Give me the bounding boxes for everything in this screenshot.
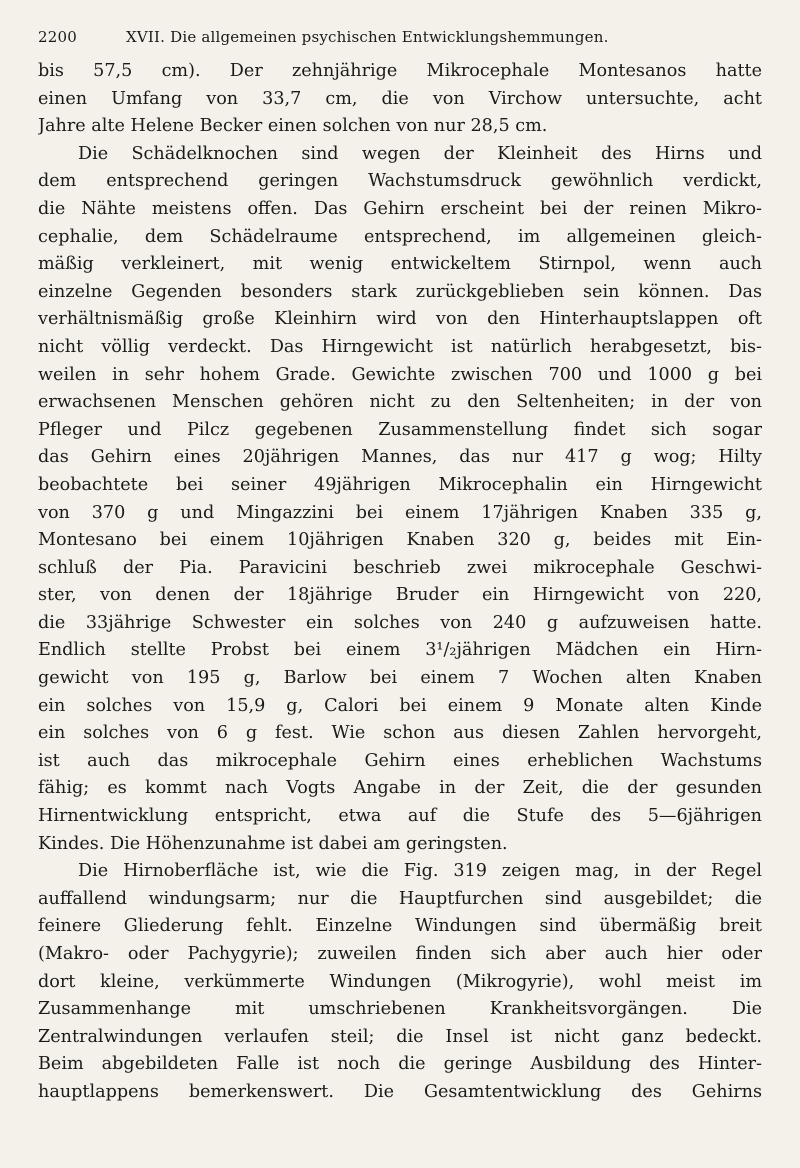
text-line: Die Hirnoberfläche ist, wie die Fig. 319 zeigen mag, in der Regel [78,861,762,882]
text-line: einen Umfang von 33,7 cm, die von Virchow untersuchte, acht [38,88,762,109]
text-line: Endlich stellte Probst bei einem 3¹/₂jährigen Mädchen ein Hirn- [38,640,762,661]
text-line: cephalie, dem Schädelraume entsprechend, im allgemeinen gleich- [38,226,762,247]
text-line: ein solches von 6 g fest. Wie schon aus diesen Zahlen hervorgeht, [38,723,762,744]
text-line: ein solches von 15,9 g, Calori bei einem 9 Monate alten Kinde [38,695,762,716]
text-line: die Nähte meistens offen. Das Gehirn erscheint bei der reinen Mikro- [38,198,762,219]
text-line: schluß der Pia. Paravicini beschrieb zwei mikrocephale Geschwi- [38,557,762,578]
text-line: Zentralwindungen verlaufen steil; die Insel ist nicht ganz bedeckt. [38,1026,762,1047]
text-line: weilen in sehr hohem Grade. Gewichte zwischen 700 und 1000 g bei [38,364,762,385]
text-line: von 370 g und Mingazzini bei einem 17jährigen Knaben 335 g, [38,502,762,523]
text-line: bis 57,5 cm). Der zehnjährige Mikrocephale Montesanos hatte [38,61,762,81]
text-line: erwachsenen Menschen gehören nicht zu den Seltenheiten; in der von [38,392,762,413]
text-line: Pfleger und Pilcz gegebenen Zusammenstellung findet sich sogar [38,419,762,440]
text-line: (Makro- oder Pachygyrie); zuweilen finden sich aber auch hier oder [38,944,762,964]
text-line: die 33jährige Schwester ein solches von 240 g aufzuweisen hatte. [38,612,762,633]
text-line: verhältnismäßig große Kleinhirn wird von den Hinterhauptslappen oft [38,309,762,330]
text-line: Montesano bei einem 10jährigen Knaben 320 g, beides mit Ein- [38,530,762,551]
text-line: hauptlappens bemerkenswert. Die Gesamtentwicklung des Gehirns [38,1081,762,1102]
text-line: dem entsprechend geringen Wachstumsdruck gewöhnlich verdickt, [38,171,762,192]
text-line: Kindes. Die Höhenzunahme ist dabei am geringsten. [38,833,508,854]
text-line: gewicht von 195 g, Barlow bei einem 7 Wochen alten Knaben [38,668,762,689]
text-line: das Gehirn eines 20jährigen Mannes, das nur 417 g wog; Hilty [38,447,762,468]
text-line: dort kleine, verkümmerte Windungen (Mikrogyrie), wohl meist im [38,971,762,992]
text-line: beobachtete bei seiner 49jährigen Mikrocephalin ein Hirngewicht [38,474,762,495]
text-line: ster, von denen der 18jährige Bruder ein Hirngewicht von 220, [38,585,762,606]
text-line: Beim abgebildeten Falle ist noch die geringe Ausbildung des Hinter- [38,1054,762,1075]
body-text [38,58,762,1107]
text-line: mäßig verkleinert, mit wenig entwickeltem Stirnpol, wenn auch [38,254,762,275]
text-line: ist auch das mikrocephale Gehirn eines erheblichen Wachstums [38,750,762,771]
text-line: Jahre alte Helene Becker einen solchen von nur 28,5 cm. [38,116,548,137]
text-line: einzelne Gegenden besonders stark zurückgeblieben sein können. Das [38,281,762,302]
text-line: Zusammenhange mit umschriebenen Krankheitsvorgängen. Die [38,999,762,1020]
running-title: XVII. Die allgemeinen psychischen Entwicklungshemmungen. [126,28,609,46]
text-line: Die Schädelknochen sind wegen der Kleinheit des Hirns und [78,143,762,164]
running-head [38,28,762,46]
text-line: feinere Gliederung fehlt. Einzelne Windungen sind übermäßig breit [38,916,762,937]
text-line: Hirnentwicklung entspricht, etwa auf die Stufe des 5—6jährigen [38,806,762,827]
text-line: nicht völlig verdeckt. Das Hirngewicht ist natürlich herabgesetzt, bis- [38,336,762,357]
text-line: fähig; es kommt nach Vogts Angabe in der Zeit, die der gesunden [38,778,762,799]
page-number: 2200 [38,28,77,46]
text-line: auffallend windungsarm; nur die Hauptfurchen sind ausgebildet; die [38,888,762,909]
